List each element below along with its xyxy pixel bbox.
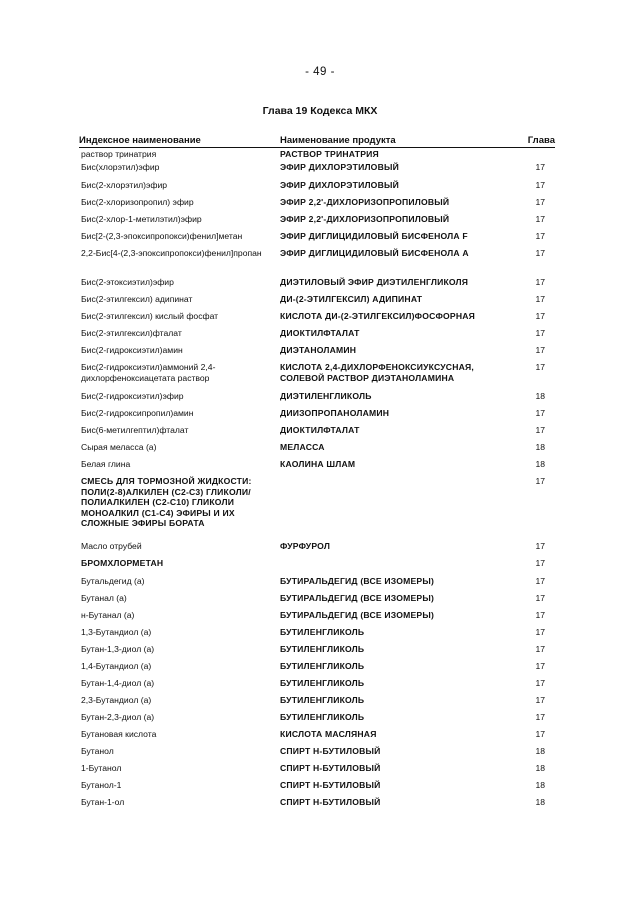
index-name-cell: Бис(2-этилгексил) адипинат: [81, 294, 193, 304]
chapter-cell: 18: [535, 780, 545, 790]
chapter-cell: 18: [535, 763, 545, 773]
table-row: [81, 678, 555, 695]
product-name-cell: СПИРТ Н-БУТИЛОВЫЙ: [280, 780, 381, 790]
index-name-cell: Масло отрубей: [81, 541, 142, 551]
index-name-cell: Бутан-1,4-диол (а): [81, 678, 155, 688]
chapter-cell: 18: [535, 746, 545, 756]
table-row: [81, 197, 555, 214]
table-row: [81, 763, 555, 780]
chapter-cell: 17: [535, 214, 545, 224]
index-name-cell: н-Бутанал (а): [81, 610, 135, 620]
index-name-cell: 1-Бутанол: [81, 763, 122, 773]
index-name-cell: Бис(2-этилгексил)фталат: [81, 328, 182, 338]
table-row: [81, 476, 555, 540]
product-name-cell: ДИ-(2-ЭТИЛГЕКСИЛ) АДИПИНАТ: [280, 294, 423, 304]
table-row: [81, 780, 555, 797]
table-row: [81, 362, 555, 390]
product-name-cell: МЕЛАССА: [280, 442, 325, 452]
product-name-cell: СПИРТ Н-БУТИЛОВЫЙ: [280, 763, 381, 773]
index-name-cell: БРОМХЛОРМЕТАН: [81, 558, 164, 568]
table-row: [81, 328, 555, 345]
table-row: [81, 712, 555, 729]
product-name-cell: КИСЛОТА ДИ-(2-ЭТИЛГЕКСИЛ)ФОСФОРНАЯ: [280, 311, 476, 321]
index-name-cell: Бутанол: [81, 746, 114, 756]
chapter-cell: 17: [535, 678, 545, 688]
table-row: [81, 459, 555, 476]
chapter-cell: 17: [535, 248, 545, 258]
product-name-cell: БУТИЛЕНГЛИКОЛЬ: [280, 678, 365, 688]
table-row: [81, 345, 555, 362]
index-name-cell: 2,3-Бутандиол (а): [81, 695, 152, 705]
chapter-cell: 18: [535, 391, 545, 401]
index-name-cell: Бис(6-метилгептил)фталат: [81, 425, 189, 435]
product-name-cell: КИСЛОТА 2,4-ДИХЛОРФЕНОКСИУКСУСНАЯ, СОЛЕВОЙ РАСТВОР ДИЭТАНОЛАМИНА: [280, 362, 474, 383]
index-name-cell: 2,2-Бис[4-(2,3-эпоксипропокси)фенил]пропан: [81, 248, 262, 258]
product-name-cell: БУТИЛЕНГЛИКОЛЬ: [280, 644, 365, 654]
chapter-cell: 17: [535, 277, 545, 287]
table-row: [81, 695, 555, 712]
index-name-cell: Бутан-1-ол: [81, 797, 125, 807]
product-name-cell: СПИРТ Н-БУТИЛОВЫЙ: [280, 797, 381, 807]
chapter-cell: 17: [535, 328, 545, 338]
index-name-cell: Бис(хлорэтил)эфир: [81, 162, 160, 172]
index-name-cell: 1,4-Бутандиол (а): [81, 661, 152, 671]
product-name-cell: ЭФИР ДИГЛИЦИДИЛОВЫЙ БИСФЕНОЛА F: [280, 231, 468, 241]
index-name-cell: Бис(2-этилгексил) кислый фосфат: [81, 311, 219, 321]
chapter-cell: 17: [535, 627, 545, 637]
index-name-cell: Бис(2-гидроксиэтил)аммоний 2,4-дихлорфеноксиацетата раствор: [81, 362, 216, 383]
product-name-cell: ЭФИР ДИХЛОРЭТИЛОВЫЙ: [280, 180, 399, 190]
product-name-cell: БУТИЛЕНГЛИКОЛЬ: [280, 695, 365, 705]
index-name-cell: СМЕСЬ ДЛЯ ТОРМОЗНОЙ ЖИДКОСТИ: ПОЛИ(2-8)АЛКИЛЕН (С2-С3) ГЛИКОЛИ/ПОЛИАЛКИЛЕН (С2-С10) ГЛИКОЛИ МОНОАЛКИЛ (С1-С4) ЭФИРЫ И ИХ СЛОЖНЫЕ ЭФИРЫ БОРАТА: [81, 476, 252, 529]
chapter-cell: 17: [535, 593, 545, 603]
table-row: [81, 541, 555, 558]
table-row: [81, 311, 555, 328]
table-row: [81, 576, 555, 593]
product-name-cell: СПИРТ Н-БУТИЛОВЫЙ: [280, 746, 381, 756]
table-row: [81, 746, 555, 763]
index-name-cell: Бутан-1,3-диол (а): [81, 644, 155, 654]
index-name-cell: Бис(2-хлор-1-метилэтил)эфир: [81, 214, 202, 224]
table-row: [81, 231, 555, 248]
table-row: [81, 593, 555, 610]
chapter-cell: 17: [535, 231, 545, 241]
product-name-cell: ЭФИР 2,2'-ДИХЛОРИЗОПРОПИЛОВЫЙ: [280, 214, 450, 224]
chapter-cell: 17: [535, 610, 545, 620]
chapter-cell: 18: [535, 797, 545, 807]
page-number: - 49 -: [305, 66, 335, 78]
product-name-cell: ДИОКТИЛФТАЛАТ: [280, 328, 360, 338]
table-row: [81, 627, 555, 644]
product-name-cell: РАСТВОР ТРИНАТРИЯ: [280, 149, 379, 159]
product-name-cell: БУТИЛЕНГЛИКОЛЬ: [280, 661, 365, 671]
index-name-cell: Белая глина: [81, 459, 131, 469]
index-name-cell: Бутановая кислота: [81, 729, 157, 739]
table-row: [81, 425, 555, 442]
table-row: [81, 408, 555, 425]
table-row: [81, 558, 555, 576]
chapter-cell: 17: [535, 729, 545, 739]
table-row: [81, 391, 555, 408]
chapter-cell: 17: [535, 712, 545, 722]
chapter-title: Глава 19 Кодекса МКХ: [262, 105, 378, 117]
product-name-cell: ДИИЗОПРОПАНОЛАМИН: [280, 408, 390, 418]
index-name-cell: Бис(2-хлоризопропил) эфир: [81, 197, 194, 207]
product-name-cell: БУТИРАЛЬДЕГИД (ВСЕ ИЗОМЕРЫ): [280, 593, 435, 603]
index-name-cell: Сырая меласса (а): [81, 442, 157, 452]
product-name-cell: ДИОКТИЛФТАЛАТ: [280, 425, 360, 435]
column-header-index-name: Индексное наименование: [79, 135, 201, 146]
header-rule: [79, 147, 555, 148]
index-name-cell: Бис(2-гидроксипропил)амин: [81, 408, 194, 418]
table-row: [81, 149, 555, 161]
chapter-cell: 17: [535, 558, 545, 568]
product-name-cell: КИСЛОТА МАСЛЯНАЯ: [280, 729, 377, 739]
product-name-cell: БУТИРАЛЬДЕГИД (ВСЕ ИЗОМЕРЫ): [280, 610, 435, 620]
chapter-cell: 17: [535, 311, 545, 321]
table-row: [81, 248, 555, 276]
chapter-cell: 17: [535, 541, 545, 551]
table-row: [81, 797, 555, 814]
product-name-cell: ЭФИР 2,2'-ДИХЛОРИЗОПРОПИЛОВЫЙ: [280, 197, 450, 207]
product-name-cell: ДИЭТИЛЕНГЛИКОЛЬ: [280, 391, 372, 401]
table-header: [79, 135, 555, 147]
product-name-cell: ЭФИР ДИХЛОРЭТИЛОВЫЙ: [280, 162, 399, 172]
table-row: [81, 644, 555, 661]
index-name-cell: Бис(2-гидроксиэтил)эфир: [81, 391, 184, 401]
table-row: [81, 661, 555, 678]
product-name-cell: ДИЭТАНОЛАМИН: [280, 345, 357, 355]
index-name-cell: Бис(2-этоксиэтил)эфир: [81, 277, 174, 287]
index-name-cell: Бутальдегид (а): [81, 576, 145, 586]
index-name-cell: Бис[2-(2,3-эпоксипропокси)фенил]метан: [81, 231, 243, 241]
table-row: [81, 180, 555, 197]
index-name-cell: Бутан-2,3-диол (а): [81, 712, 155, 722]
chapter-cell: 17: [535, 576, 545, 586]
chapter-cell: 17: [535, 345, 545, 355]
chapter-cell: 17: [535, 425, 545, 435]
column-header-product-name: Наименование продукта: [280, 135, 396, 146]
chapter-cell: 17: [535, 294, 545, 304]
product-name-cell: БУТИЛЕНГЛИКОЛЬ: [280, 712, 365, 722]
chapter-cell: 17: [535, 408, 545, 418]
index-name-cell: Бис(2-хлорэтил)эфир: [81, 180, 168, 190]
product-name-cell: КАОЛИНА ШЛАМ: [280, 459, 356, 469]
index-name-cell: 1,3-Бутандиол (а): [81, 627, 152, 637]
chapter-cell: 17: [535, 362, 545, 372]
table-row: [81, 294, 555, 311]
table-row: [81, 610, 555, 627]
chapter-cell: 17: [535, 162, 545, 172]
chapter-cell: 17: [535, 644, 545, 654]
table-row: [81, 277, 555, 294]
chapter-cell: 17: [535, 180, 545, 190]
product-name-cell: БУТИРАЛЬДЕГИД (ВСЕ ИЗОМЕРЫ): [280, 576, 435, 586]
product-name-cell: ЭФИР ДИГЛИЦИДИЛОВЫЙ БИСФЕНОЛА А: [280, 248, 469, 258]
chapter-cell: 17: [535, 695, 545, 705]
index-name-cell: Бутанол-1: [81, 780, 122, 790]
chapter-cell: 17: [535, 661, 545, 671]
index-name-cell: Бис(2-гидроксиэтил)амин: [81, 345, 183, 355]
table-row: [81, 214, 555, 231]
column-header-chapter: Глава: [527, 135, 555, 146]
index-name-cell: Бутанал (а): [81, 593, 127, 603]
table-row: [81, 729, 555, 746]
product-name-cell: ФУРФУРОЛ: [280, 541, 331, 551]
index-name-cell: раствор тринатрия: [81, 149, 157, 159]
chapter-cell: 18: [535, 459, 545, 469]
table-row: [81, 162, 555, 180]
chapter-cell: 17: [535, 476, 545, 486]
product-name-cell: ДИЭТИЛОВЫЙ ЭФИР ДИЭТИЛЕНГЛИКОЛЯ: [280, 277, 469, 287]
chapter-cell: 17: [535, 197, 545, 207]
table-row: [81, 442, 555, 459]
product-name-cell: БУТИЛЕНГЛИКОЛЬ: [280, 627, 365, 637]
chapter-cell: 18: [535, 442, 545, 452]
